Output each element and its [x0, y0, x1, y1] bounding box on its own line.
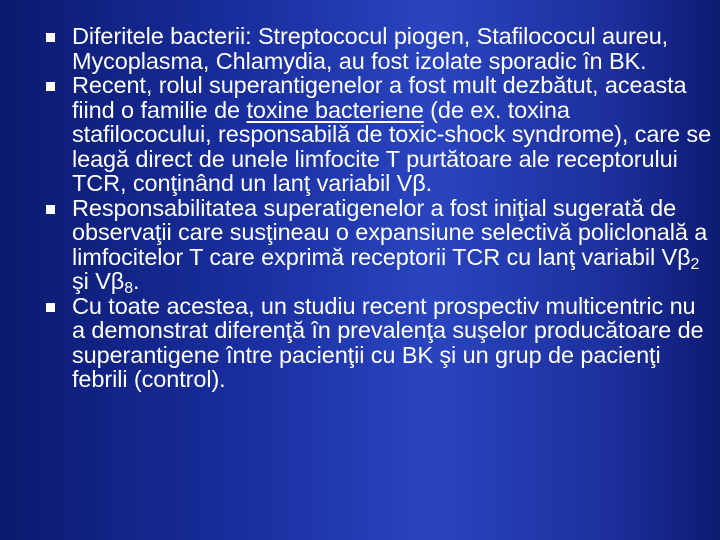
bullet-item-3 [44, 194, 712, 297]
bullet-item-2 [44, 73, 712, 196]
square-bullet-icon [46, 303, 55, 312]
square-bullet-icon [46, 205, 55, 214]
square-bullet-icon [46, 33, 55, 42]
bullet-text: Cu toate acestea, un studiu recent prospectiv multicentric nu a demonstrat diferenţă în prevalenţa suşelor producătoare de superantigene între pacienţii cu BK şi un grup de pacienţi febrili (control). [72, 292, 704, 392]
bullet-text: Responsabilitatea superatigenelor a fost iniţial sugerată de observaţii care susţineau o expansiune selectivă policlonală a limfocitelor T care exprimă receptorii TCR cu lanţ variabil Vβ [72, 194, 708, 270]
subscript: 8 [124, 280, 134, 297]
bullet-text: (de ex. toxina stafilococului, responsabilă de toxic-shock syndrome), care se leagă direct de unele limfocite T purtătoare ale receptorului TCR, conţinând un lanţ variabil Vβ. [72, 96, 712, 196]
bullet-item-4 [44, 294, 712, 392]
subscript: 2 [690, 255, 700, 273]
bullet-item-1 [44, 24, 712, 73]
bullet-text: Diferitele bacterii: Streptococul piogen, Stafilococul aureu, Mycoplasma, Chlamydia, au fost izolate sporadic în BK. [72, 23, 669, 74]
underlined-term: toxine bacteriene [246, 96, 424, 123]
bullet-text: şi Vβ [72, 268, 125, 294]
bullet-text: Recent, rolul superantigenelor a fost mult dezbătut, aceasta fiind o familie de [72, 72, 687, 123]
square-bullet-icon [46, 82, 55, 91]
bullet-text: . [133, 268, 140, 294]
bullet-list [44, 24, 712, 392]
